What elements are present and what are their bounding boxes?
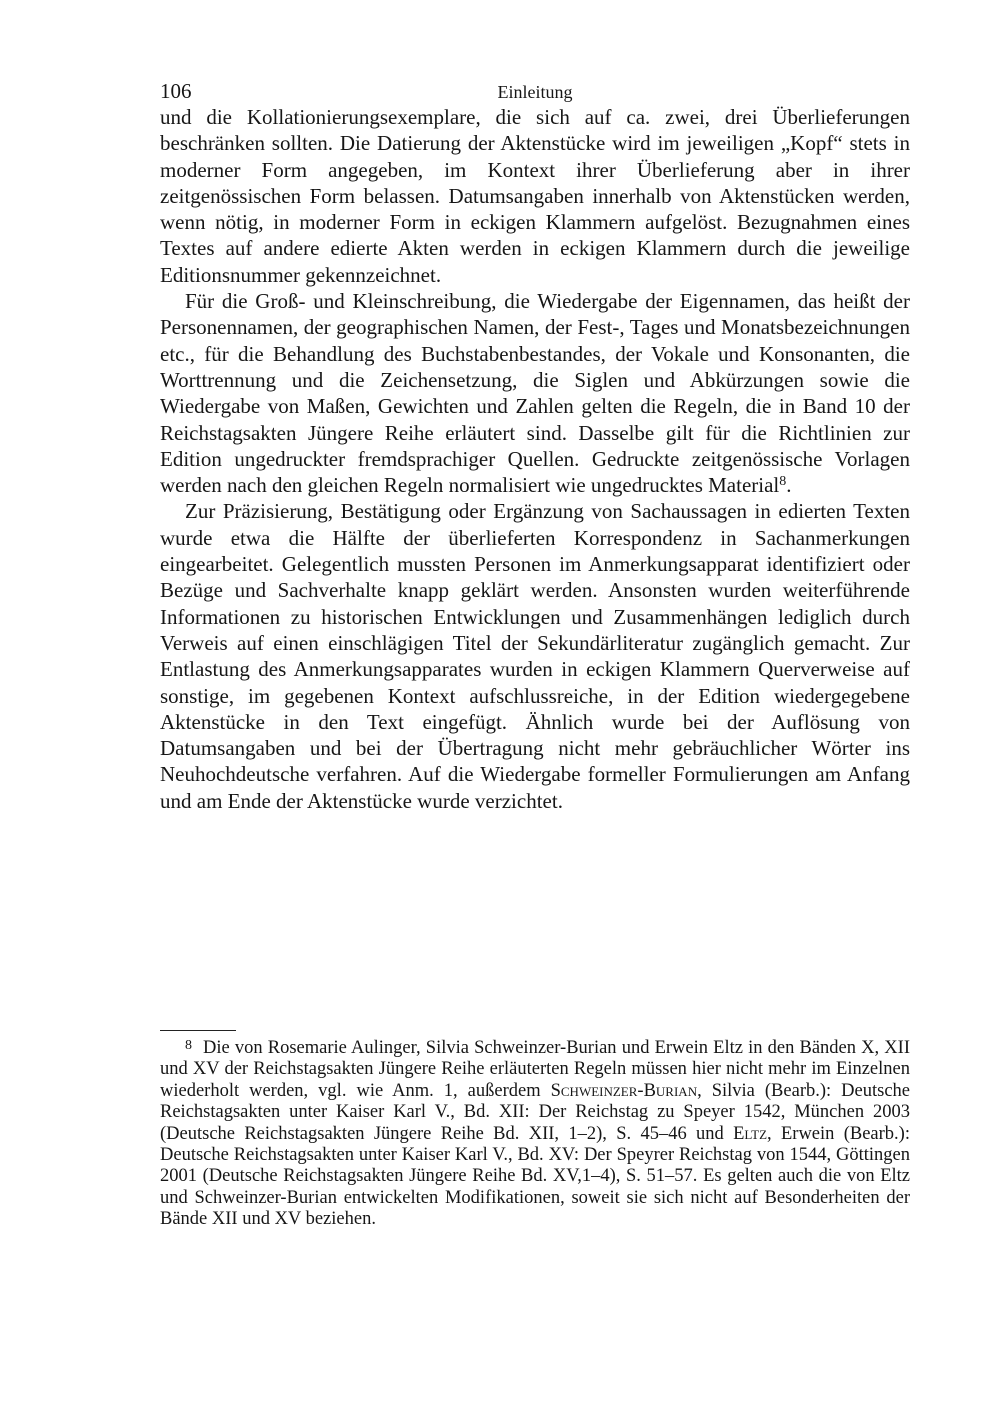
footnote-part-1: Die von Rosemarie Aulinger, Silvia Schweinzer-Burian und Erwein Eltz in den Bänden X, XII und XV der Reichstagsakten Jüngere Reihe erläuterten Regeln müssen hier nicht mehr im Einzelnen wiederholt werden, vgl. wie Anm. 1, außerdem bbox=[160, 1038, 910, 1101]
paragraph-2-text: Für die Groß- und Kleinschreibung, die Wiedergabe der Eigennamen, das heißt der Personennamen, der geographischen Namen, der Fest-, Tages und Monatsbezeichnungen etc., für die Behandlung des Buchstabenbestandes, der Vokale und Konsonanten, die Worttrennung und die Zeichensetzung, die Siglen und Abkürzungen sowie die Wiedergabe von Maßen, Gewichten und Zahlen gelten die Regeln, die in Band 10 der Reichstagsakten Jüngere Reihe erläutert sind. Dasselbe gilt für die Richtlinien zur Edition ungedruckter fremdsprachiger Quellen. Gedruckte zeitgenössische Vorlagen werden nach den gleichen Regeln normalisiert wie ungedrucktes Material bbox=[160, 289, 910, 498]
paragraph-1: und die Kollationierungsexemplare, die sich auf ca. zwei, drei Überlieferungen beschränken sollten. Die Datierung der Aktenstücke wird im jeweiligen „Kopf“ stets in moderner Form angegeben, im Kontext ihrer Überlieferung aber in ihrer zeitgenössischen Form belassen. Datumsangaben innerhalb von Aktenstücken werden, wenn nötig, in moderner Form in eckigen Klammern aufgelöst. Bezugnahmen eines Textes auf andere edierte Akten werden in eckigen Klammern durch die jeweilige Editionsnummer gekennzeichnet. bbox=[160, 105, 910, 287]
footnote-separator bbox=[160, 1030, 236, 1031]
document-page bbox=[160, 78, 910, 814]
page-number: 106 bbox=[160, 79, 192, 103]
author-name-schweinzer-burian: Schweinzer-Burian bbox=[550, 1080, 698, 1101]
footnote-text bbox=[160, 1038, 910, 1231]
paragraph-3: Zur Präzisierung, Bestätigung oder Ergänzung von Sachaussagen in edierten Texten wurde etwa die Hälfte der überlieferten Korrespondenz in Sachanmerkungen eingearbeitet. Gelegentlich mussten Personen im Anmerkungsapparat identifiziert oder Bezüge und Sachverhalte knapp geklärt werden. Ansonsten wurden weiterführende Informationen zu historischen Entwicklungen und Zusammenhängen lediglich durch Verweis auf einen einschlägigen Titel der Sekundärliteratur zugänglich gemacht. Zur Entlastung des Anmerkungsapparates wurden in eckigen Klammern Querverweise auf sonstige, im gegebenen Kontext aufschlussreiche, in der Edition wiedergegebene Aktenstücke in den Text eingefügt. Ähnlich wurde bei der Auflösung von Datumsangaben und bei der Übertragung nicht mehr gebräuchlicher Wörter ins Neuhochdeutsche verfahren. Auf die Wiedergabe formeller Formulierungen am Anfang und am Ende der Aktenstücke wurde verzichtet. bbox=[160, 499, 910, 813]
footnote-8 bbox=[160, 1038, 910, 1231]
footnote-reference[interactable]: 8 bbox=[779, 474, 787, 490]
footnote-part-2: , Silvia (Bearb.): Deutsche Reichstagsakten unter Kaiser Karl V., Bd. XII: Der Reichstag zu Speyer 1542, München 2003 (Deutsche Reichstagsakten Jüngere Reihe Bd. XII, 1–2), S. 45–46 und bbox=[160, 1080, 910, 1144]
footnote-number: 8 bbox=[185, 1038, 192, 1053]
running-head-title: Einleitung bbox=[497, 82, 573, 102]
author-name-eltz: Eltz bbox=[733, 1123, 768, 1144]
body-text bbox=[160, 104, 910, 814]
footnote-part-3: , Erwein (Bearb.): Deutsche Reichstagsakten unter Kaiser Karl V., Bd. XV: Der Speyrer Reichstag von 1544, Göttingen 2001 (Deutsche Reichstagsakten Jüngere Reihe Bd. XV,1–4), S. 51–57. Es gelten auch die von Eltz und Schweinzer-Burian entwickelten Modifikationen, soweit sie sich nicht auf Besonderheiten der Bände XII und XV beziehen. bbox=[160, 1123, 910, 1230]
paragraph-2 bbox=[160, 288, 910, 498]
paragraph-2-end: . bbox=[786, 473, 792, 498]
running-header bbox=[160, 78, 910, 108]
